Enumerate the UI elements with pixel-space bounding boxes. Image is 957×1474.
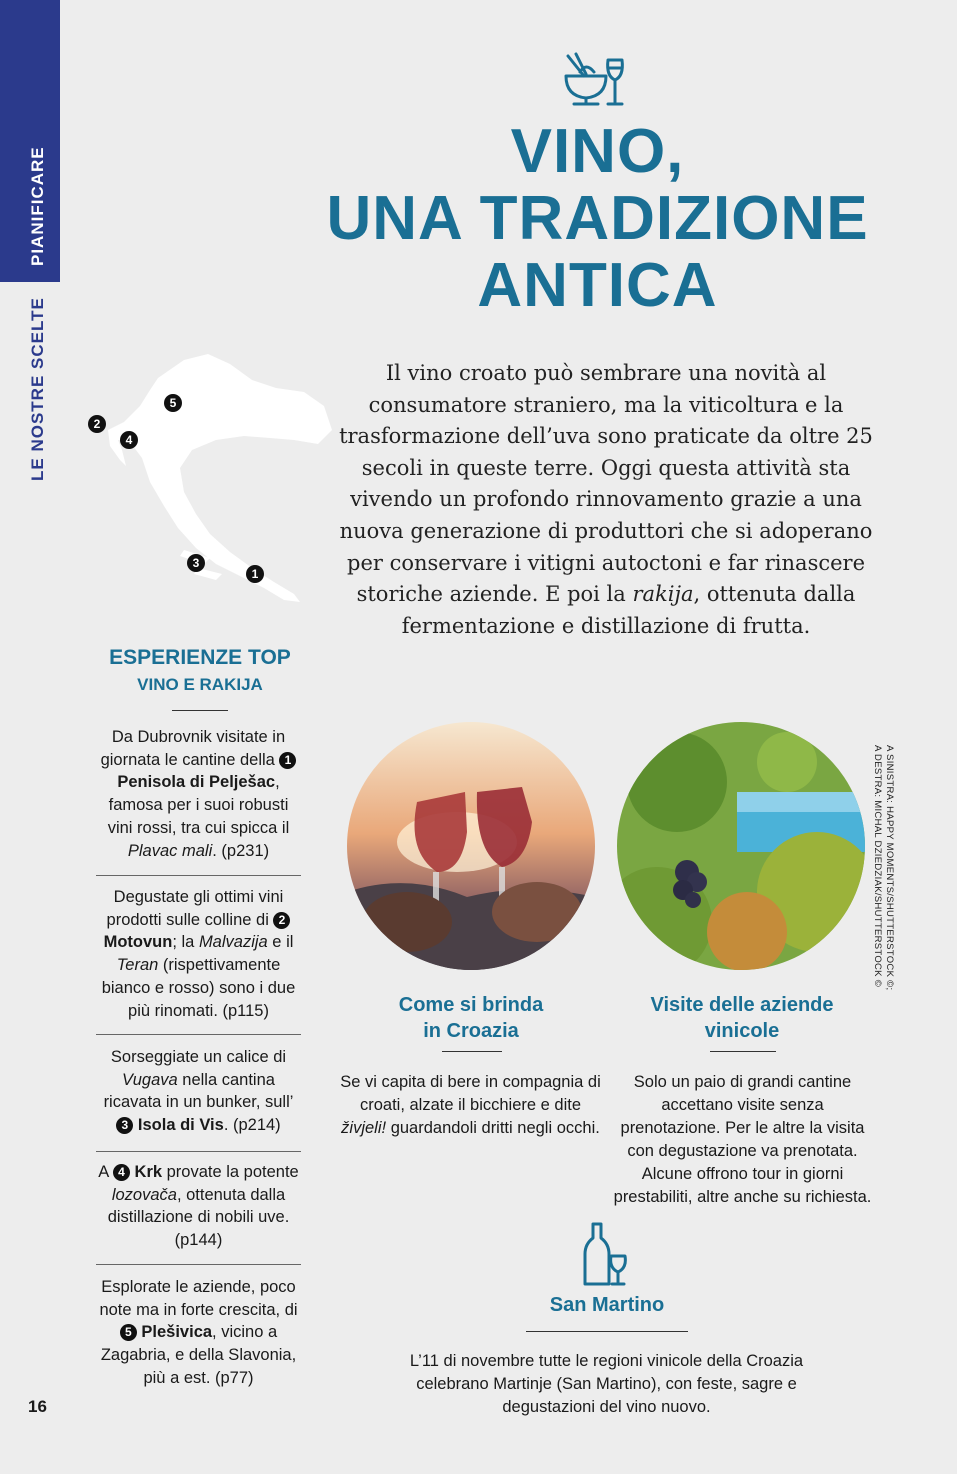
credit-line: A DESTRA: MICHAL DZIEDZIAK/SHUTTERSTOCK ©	[872, 745, 883, 988]
title-line: ANTICA	[477, 251, 718, 320]
title-line: VINO,	[510, 117, 685, 186]
vineyard-photo	[617, 722, 865, 970]
number-badge: 4	[113, 1164, 130, 1181]
intro-text-end: , ottenuta dalla fermentazione e distillazione di frutta.	[401, 582, 856, 638]
heading-rule	[710, 1051, 776, 1052]
intro-text: Il vino croato può sembrare una novità al consumatore straniero, ma la viticoltura e la trasformazione dell’uva sono praticate da oltre 25 secoli in queste terre. Oggi questa attività sta vivendo un profondo rinnovamento grazie a una nuova generazione di produttori che si adoperano per conservare i vitigni autoctoni e far rinascere storiche aziende. E poi la	[339, 361, 873, 607]
top-experiences-heading	[100, 644, 300, 698]
san-martino-heading: San Martino	[549, 1294, 665, 1316]
page-title	[300, 118, 895, 319]
subsection-label: LE NOSTRE SCELTE	[28, 297, 47, 481]
wine-bottle-and-glass-icon	[583, 1222, 629, 1286]
experience-item: Degustate gli ottimi vini prodotti sulle colline di 2 Motovun; la Malvazija e il Teran (rispettivamente bianco e rosso) sono i due più rinomati. (p115)	[101, 888, 296, 1020]
map-marker-label: 3	[192, 556, 200, 570]
experience-item: Esplorate le aziende, poco note ma in forte crescita, di 5 Plešivica, vicino a Zagabria, e della Slavonia, più a est. (p77)	[99, 1278, 298, 1387]
map-marker-label: 1	[251, 567, 259, 581]
page-number: 16	[28, 1397, 47, 1416]
croatia-map	[80, 350, 340, 610]
divider	[96, 1034, 301, 1035]
experience-item: A 4 Krk provate la potente lozovača, ottenuta dalla distillazione di nobili uve. (p144)	[98, 1163, 299, 1250]
title-line: UNA TRADIZIONE	[326, 184, 869, 253]
divider	[96, 1264, 301, 1265]
heading: ESPERIENZE TOP	[109, 646, 291, 669]
number-badge: 2	[273, 912, 290, 929]
map-marker-label: 4	[125, 433, 133, 447]
subheading: VINO E RAKIJA	[137, 675, 263, 694]
map-marker-label: 5	[169, 396, 177, 410]
toast-heading: Come si brinda in Croazia	[398, 994, 544, 1042]
toast-text: Se vi capita di bere in compagnia di croati, alzate il bicchiere e dite živjeli! guardandoli dritti negli occhi.	[340, 1073, 601, 1137]
san-martino-text: L’11 di novembre tutte le regioni vinicole della Croazia celebrano Martinje (San Martino), con feste, sagre e degustazioni del vino nuovo.	[409, 1352, 804, 1416]
section-label: PIANIFICARE	[28, 146, 47, 266]
winery-visits-text: Solo un paio di grandi cantine accettano visite senza prenotazione. Per le altre la visita con degustazione va prenotata. Alcune offrono tour in giorni prestabiliti, altre anche su richiesta.	[613, 1073, 872, 1206]
intro-paragraph	[336, 358, 876, 642]
map-marker-label: 2	[93, 417, 101, 431]
divider	[96, 875, 301, 876]
experience-item: Da Dubrovnik visitate in giornata le cantine della 1 Penisola di Pelješac, famosa per i suoi robusti vini rossi, tra cui spicca il Plavac mali. (p231)	[96, 726, 301, 862]
divider	[96, 1151, 301, 1152]
number-badge: 3	[116, 1117, 133, 1134]
intro-italic: rakija	[632, 582, 694, 607]
photo-credit	[871, 745, 901, 995]
credit-line: A SINISTRA: HAPPY MOMENTS/SHUTTERSTOCK ©;	[884, 745, 895, 991]
number-badge: 1	[279, 752, 296, 769]
heading-rule	[442, 1051, 502, 1052]
heading-rule	[526, 1331, 688, 1332]
number-badge: 5	[120, 1324, 137, 1341]
food-and-wine-icon	[562, 52, 626, 108]
winery-visits-heading: Visite delle aziende vinicole	[650, 994, 834, 1042]
toast-photo	[347, 722, 595, 970]
heading-rule	[172, 710, 228, 711]
experience-item: Sorseggiate un calice di Vugava nella cantina ricavata in un bunker, sull’3 Isola di Vis. (p214)	[103, 1048, 294, 1135]
